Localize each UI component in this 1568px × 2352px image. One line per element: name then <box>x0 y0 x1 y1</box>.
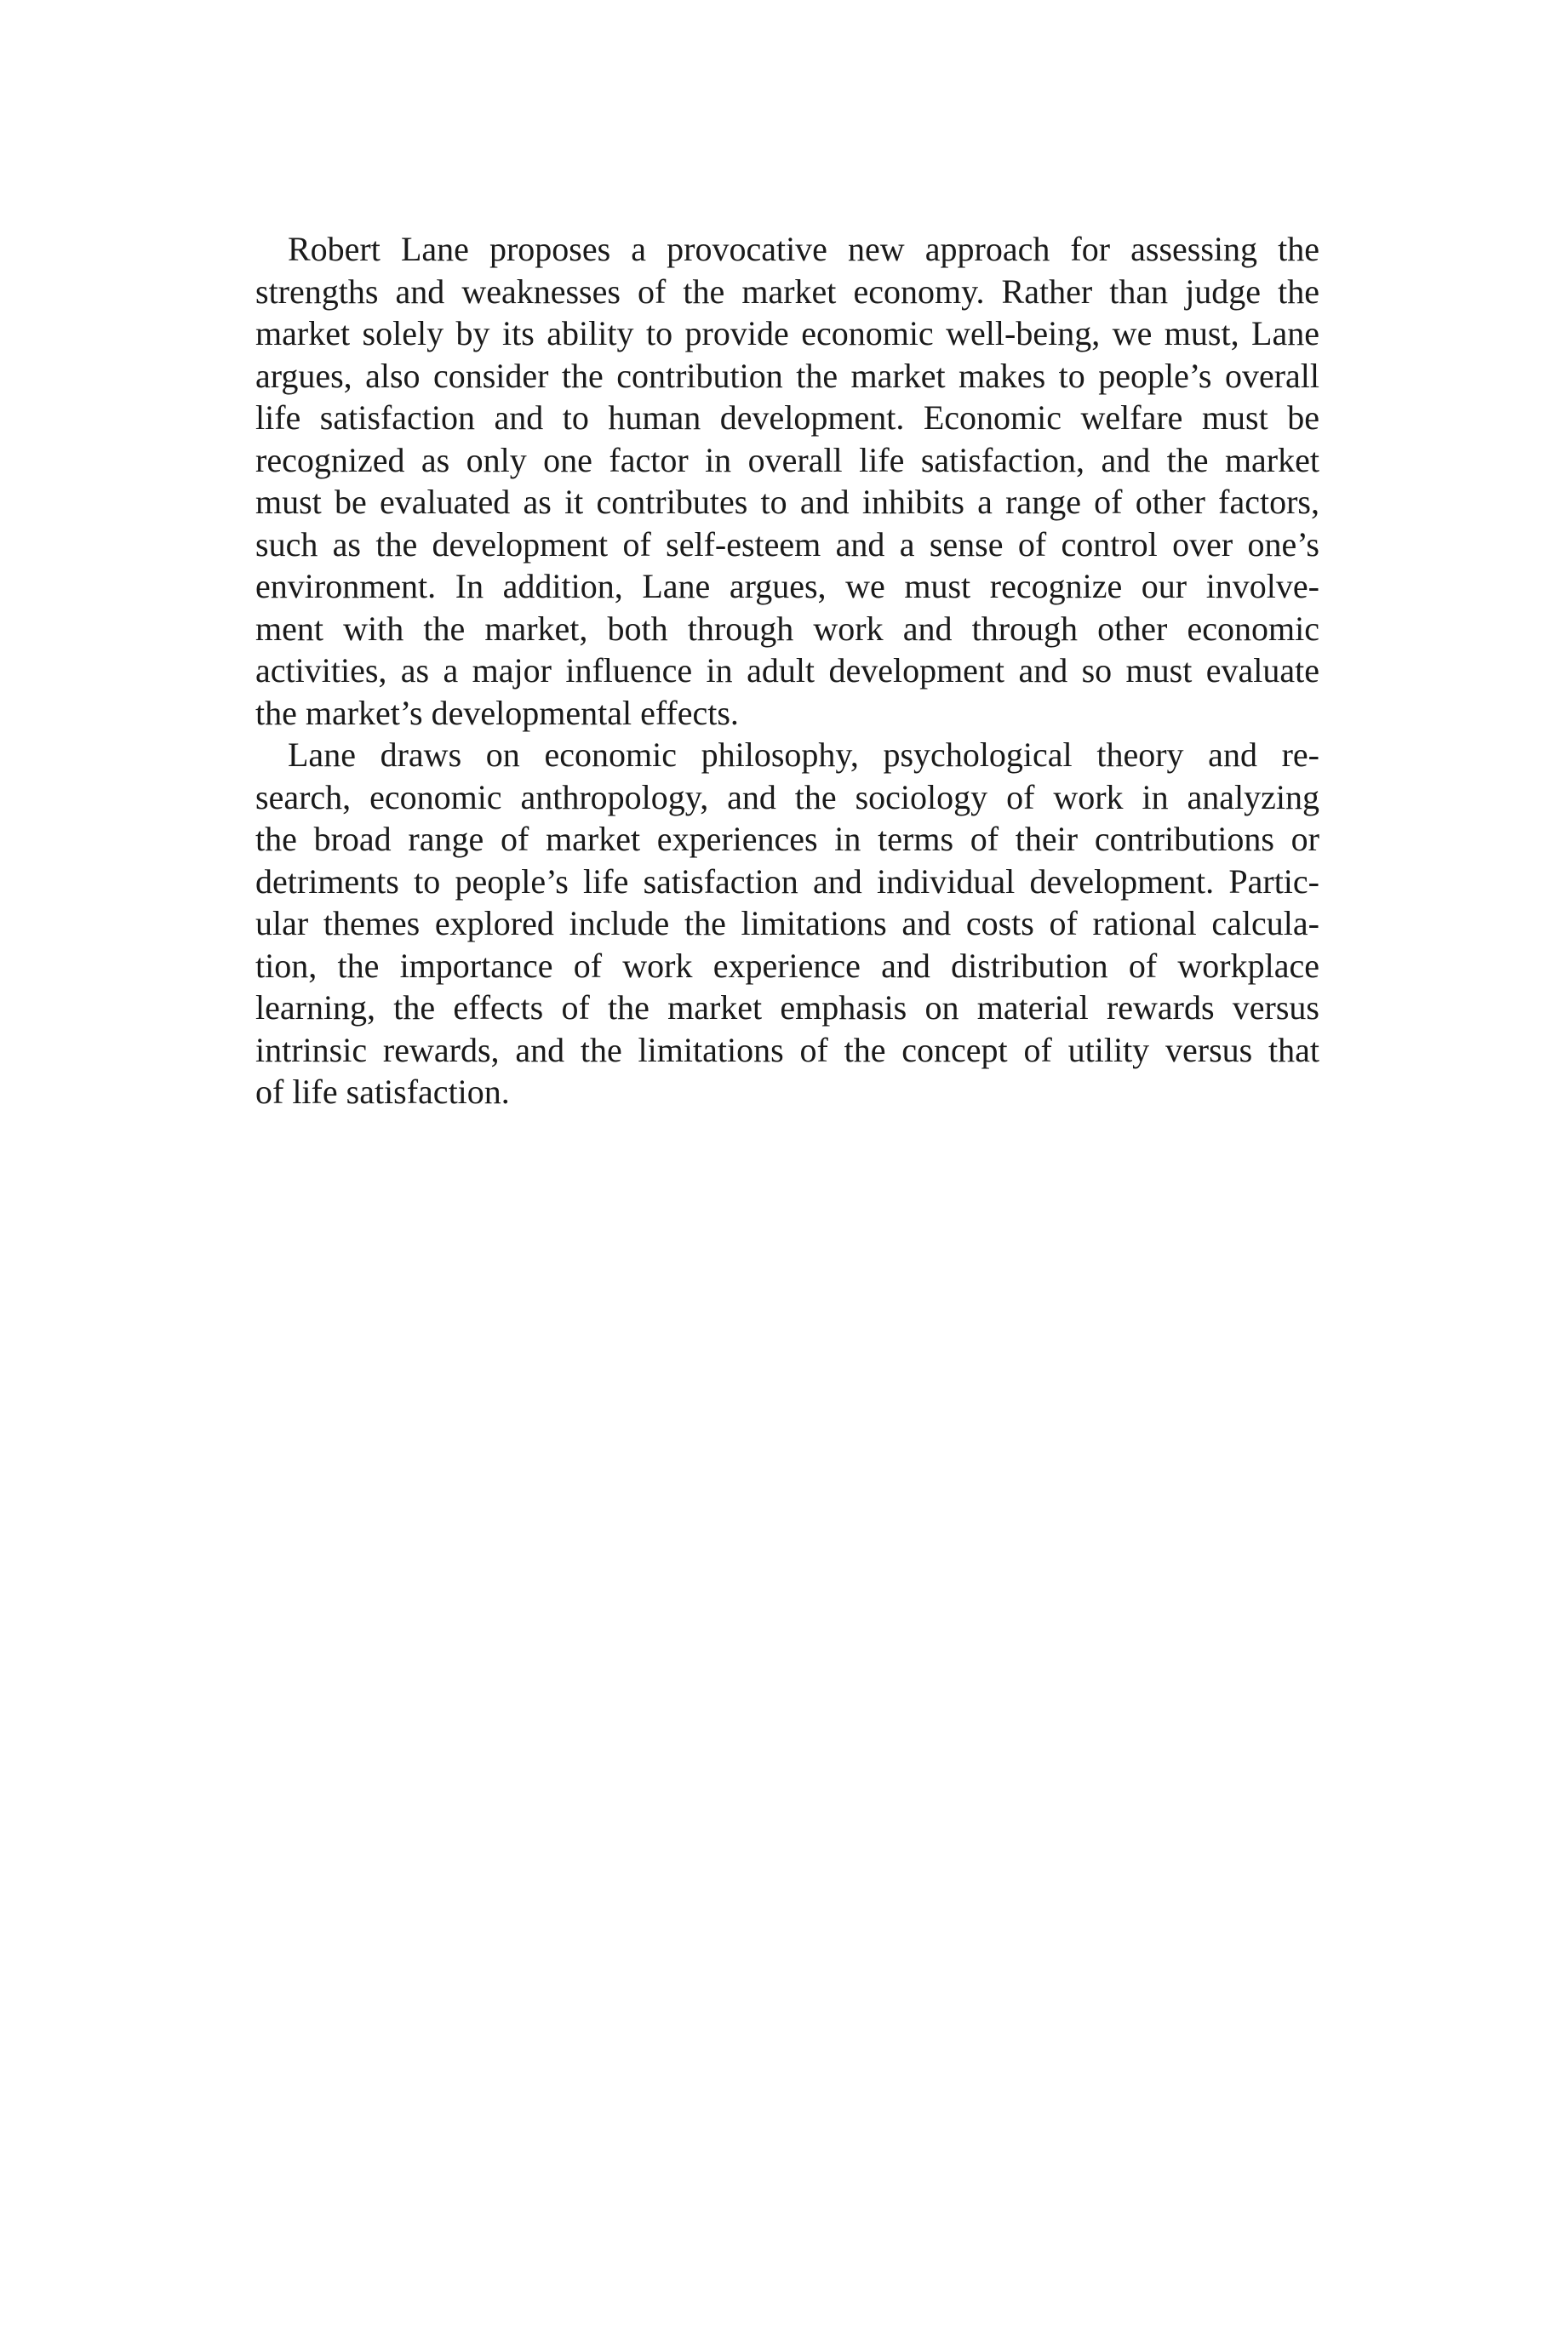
text-line: strengths and weaknesses of the market economy. Rather than judge the <box>255 272 1319 311</box>
paragraph-2 <box>255 734 1319 1113</box>
text-line: search, economic anthropology, and the sociology of work in analyzing <box>255 777 1319 816</box>
text-line: must be evaluated as it contributes to and inhibits a range of other factors, <box>255 483 1319 521</box>
text-line: intrinsic rewards, and the limitations of the concept of utility versus that <box>255 1030 1319 1069</box>
paragraph-1 <box>255 228 1319 734</box>
text-line: recognized as only one factor in overall life satisfaction, and the market <box>255 440 1319 479</box>
text-line: learning, the effects of the market emphasis on material rewards versus <box>255 988 1319 1027</box>
text-line: activities, as a major influence in adult development and so must evaluate <box>255 651 1319 690</box>
text-line: detriments to people’s life satisfaction and individual development. Partic- <box>255 861 1319 901</box>
text-line: ular themes explored include the limitations and costs of rational calcula- <box>255 904 1319 942</box>
text-line: life satisfaction and to human development. Economic welfare must be <box>255 398 1319 437</box>
text-line: the market’s developmental effects. <box>255 693 739 732</box>
body-text <box>255 228 1319 1113</box>
text-line: ment with the market, both through work and through other economic <box>255 609 1319 648</box>
text-line: environment. In addition, Lane argues, we must recognize our involve- <box>255 567 1319 605</box>
text-line: market solely by its ability to provide economic well-being, we must, Lane <box>255 314 1319 352</box>
text-line: Lane draws on economic philosophy, psychological theory and re- <box>288 735 1319 774</box>
text-line: the broad range of market experiences in terms of their contributions or <box>255 820 1319 858</box>
text-line: Robert Lane proposes a provocative new approach for assessing the <box>288 230 1319 268</box>
text-line: of life satisfaction. <box>255 1073 510 1111</box>
text-line: such as the development of self-esteem and a sense of control over one’s <box>255 524 1319 564</box>
text-line: argues, also consider the contribution the market makes to people’s overall <box>255 356 1319 395</box>
text-line: tion, the importance of work experience and distribution of workplace <box>255 946 1319 985</box>
